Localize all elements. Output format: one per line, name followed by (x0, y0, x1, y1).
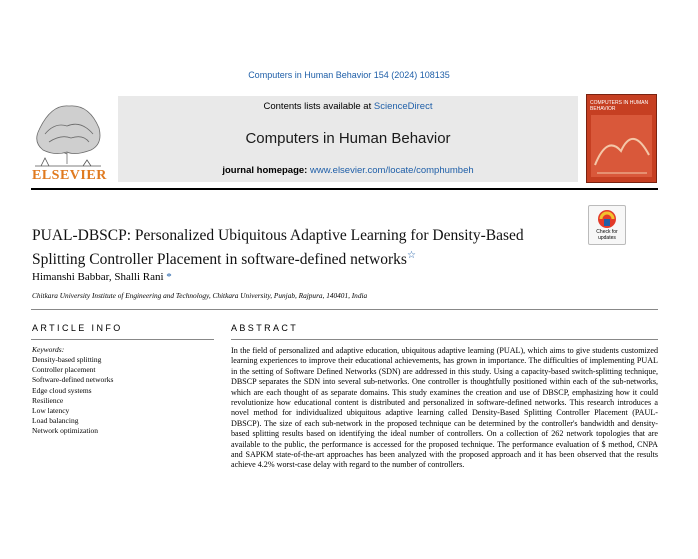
cover-title: COMPUTERS IN HUMAN BEHAVIOR (590, 100, 649, 112)
journal-title[interactable]: Computers in Human Behavior (245, 130, 451, 147)
keyword-item: Network optimization (32, 426, 99, 436)
abstract-rule (231, 339, 658, 340)
journal-citation[interactable]: Computers in Human Behavior 154 (2024) 108135 (248, 70, 450, 80)
check-updates-line1: Check for (596, 229, 618, 235)
journal-homepage (118, 165, 578, 176)
homepage-link[interactable]: www.elsevier.com/locate/comphumbeh (309, 165, 474, 176)
keyword-item: Edge cloud systems (32, 385, 92, 395)
keyword-item: Resilience (32, 395, 64, 405)
article-title (32, 226, 572, 270)
affiliation: Chitkara University Institute of Engineering and Technology, Chitkara University, Punjab, Rajpura, 140401, India (32, 291, 368, 300)
keyword-item: Controller placement (32, 365, 96, 375)
abstract-body: In the field of personalized and adaptive education, ubiquitous adaptive learning (PUAL), which aims to give students customized learning experiences to improve their educational achievements, has grown in importance. The difficulties of implementing PUAL in the setting of Software Defined Networks (SDN) are addressed in this study. Using a capacity-based switch-splitting technique, DBSCP separates the SDN into several sub-networks. One controller is thoughtfully positioned within each of the sub-networks, which are each thought of as separate domains. This study examines the creation and use of DBSCP, emphasizing how it could revolutionize how educational content is distributed and personalized in software-defined networks. This research introduces a novel method for individualized ubiquitous adaptive learning called Density-Based Splitting Controller Placement (PAUL-DBSCP). The size of each sub-network in the proposed technique can be determined by the controller's bandwidth and density-based splitting results based on identifying the ideal number of controllers. On a collection of 262 network topologies that are available to the public, the performance is accessed for the proposed technique. The performance evaluation of $ method, CNPA and SAPKM state-of-the-art approaches has been analyzed with the proposed approach and it has been observed that the results achieve 4.2% worst-case delay with regard to the number of controllers. (231, 346, 658, 470)
contents-line (118, 101, 578, 112)
corresponding-author-mark[interactable]: * (166, 271, 172, 283)
title-footnote-mark[interactable]: ☆ (406, 250, 416, 261)
header-rule (31, 188, 658, 190)
contents-prefix: Contents lists available at (263, 101, 374, 112)
article-info-heading: ARTICLE INFO (32, 323, 123, 333)
keyword-item: Software-defined networks (32, 375, 114, 385)
keywords-label: Keywords: (32, 345, 65, 354)
authors-names[interactable]: Himanshi Babbar, Shalli Rani (32, 271, 164, 283)
abstract-heading: ABSTRACT (231, 323, 299, 333)
publisher-logo-text: ELSEVIER (32, 168, 107, 183)
check-for-updates-badge[interactable] (588, 205, 626, 245)
article-title-text: PUAL-DBSCP: Personalized Ubiquitous Adaptive Learning for Density-Based Splitting Controller Placement in software-defined networks (32, 227, 524, 269)
front-matter-rule (31, 309, 658, 310)
keyword-item: Load balancing (32, 416, 79, 426)
keywords-list (32, 355, 113, 437)
sciencedirect-link[interactable]: ScienceDirect (373, 101, 433, 112)
author-list (32, 271, 172, 283)
article-info-rule (31, 339, 214, 340)
homepage-label: journal homepage: (222, 165, 310, 176)
check-updates-line2: updates (598, 235, 616, 241)
keyword-item: Low latency (32, 406, 70, 416)
keyword-item: Density-based splitting (32, 355, 102, 364)
